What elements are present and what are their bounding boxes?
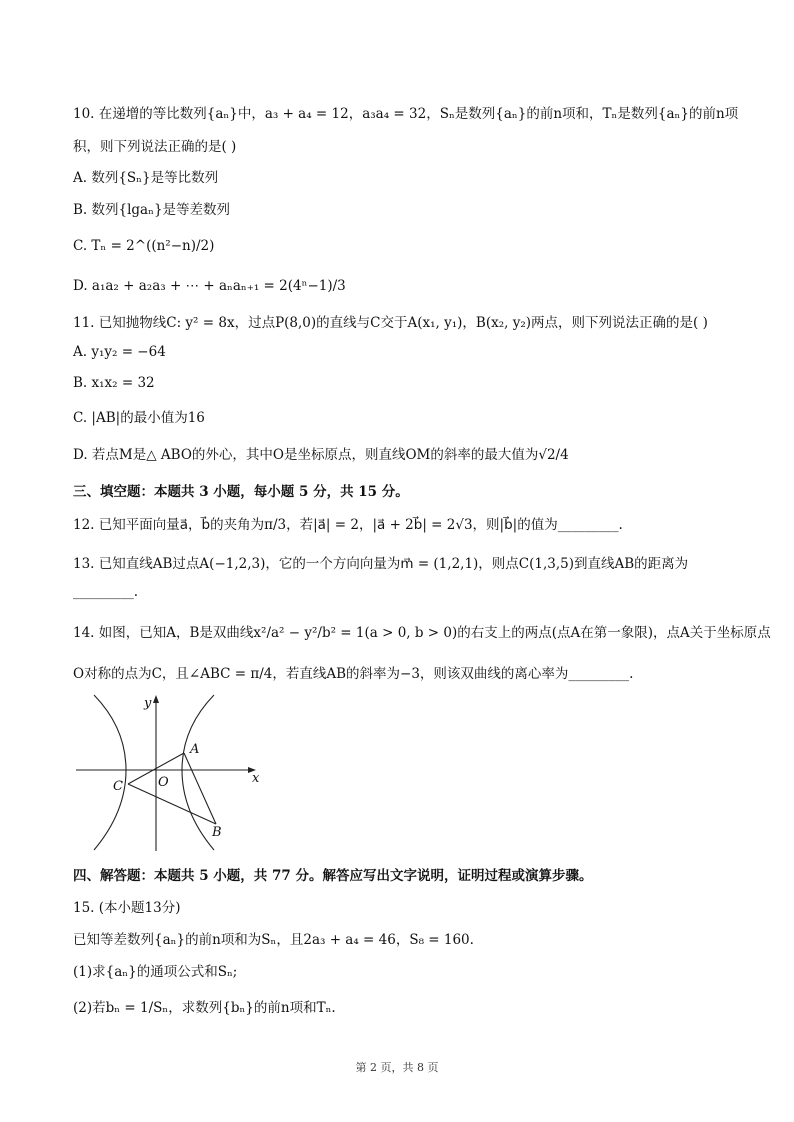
q10-option-b: B. 数列{lgaₙ}是等差数列 xyxy=(73,202,231,218)
hyperbola-left-branch xyxy=(94,695,126,850)
q15-title: 15. (本小题13分) xyxy=(73,900,181,916)
q10-stem-line2: 积，则下列说法正确的是( ) xyxy=(73,139,237,155)
q15-part1: (1)求{aₙ}的通项公式和Sₙ; xyxy=(73,964,238,980)
label-c: C xyxy=(113,779,123,794)
label-b: B xyxy=(212,825,222,840)
y-axis-arrow xyxy=(153,695,159,703)
section-3-heading: 三、填空题：本题共 3 小题，每小题 5 分，共 15 分。 xyxy=(73,484,409,500)
question-12: 12. 已知平面向量a⃗，b⃗的夹角为π/3，若|a⃗| = 2，|a⃗ + 2b⃗| = 2√3，则|b⃗|的值为_________. xyxy=(73,517,623,533)
q14-stem-line2: O对称的点为C，且∠ABC = π/4，若直线AB的斜率为−3，则该双曲线的离心率为_________. xyxy=(73,666,634,682)
q13-blank: _________. xyxy=(73,584,139,600)
hyperbola-figure xyxy=(76,693,266,853)
segment-ab xyxy=(184,753,216,824)
q10-stem-line1: 10. 在递增的等比数列{aₙ}中，a₃ + a₄ = 12，a₃a₄ = 32，Sₙ是数列{aₙ}的前n项和，Tₙ是数列{aₙ}的前n项 xyxy=(73,106,739,122)
q14-stem-line1: 14. 如图，已知A，B是双曲线x²/a² − y²/b² = 1(a > 0, b > 0)的右支上的两点(点A在第一象限)，点A关于坐标原点 xyxy=(73,625,771,641)
q11-option-b: B. x₁x₂ = 32 xyxy=(73,375,155,391)
q10-option-d: D. a₁a₂ + a₂a₃ + ⋯ + aₙaₙ₊₁ = 2(4ⁿ−1)/3 xyxy=(73,278,346,294)
page-footer: 第 2 页，共 8 页 xyxy=(355,1061,439,1074)
label-o: O xyxy=(158,775,169,790)
q10-option-a: A. 数列{Sₙ}是等比数列 xyxy=(73,170,219,186)
q15-stem: 已知等差数列{aₙ}的前n项和为Sₙ，且2a₃ + a₄ = 46，S₈ = 160. xyxy=(73,932,474,948)
label-a: A xyxy=(190,742,200,757)
q11-option-d: D. 若点M是△ ABO的外心，其中O是坐标原点，则直线OM的斜率的最大值为√2/4 xyxy=(73,447,569,463)
q11-option-c: C. |AB|的最小值为16 xyxy=(73,410,205,426)
label-y: y xyxy=(144,696,152,711)
q15-part2: (2)若bₙ = 1/Sₙ，求数列{bₙ}的前n项和Tₙ. xyxy=(73,1000,336,1016)
hyperbola-right-branch xyxy=(182,695,214,850)
q11-option-a: A. y₁y₂ = −64 xyxy=(73,344,166,360)
q10-option-c: C. Tₙ = 2^((n²−n)/2) xyxy=(73,238,215,254)
q11-stem: 11. 已知抛物线C: y² = 8x，过点P(8,0)的直线与C交于A(x₁, y₁)，B(x₂, y₂)两点，则下列说法正确的是( ) xyxy=(73,315,708,331)
segment-cb xyxy=(128,784,216,824)
q13-stem: 13. 已知直线AB过点A(−1,2,3)，它的一个方向向量为m⃗ = (1,2,1)，则点C(1,3,5)到直线AB的距离为 xyxy=(73,556,689,572)
label-x: x xyxy=(252,771,260,786)
section-4-heading: 四、解答题：本题共 5 小题，共 77 分。解答应写出文字说明，证明过程或演算步骤。 xyxy=(73,868,593,884)
